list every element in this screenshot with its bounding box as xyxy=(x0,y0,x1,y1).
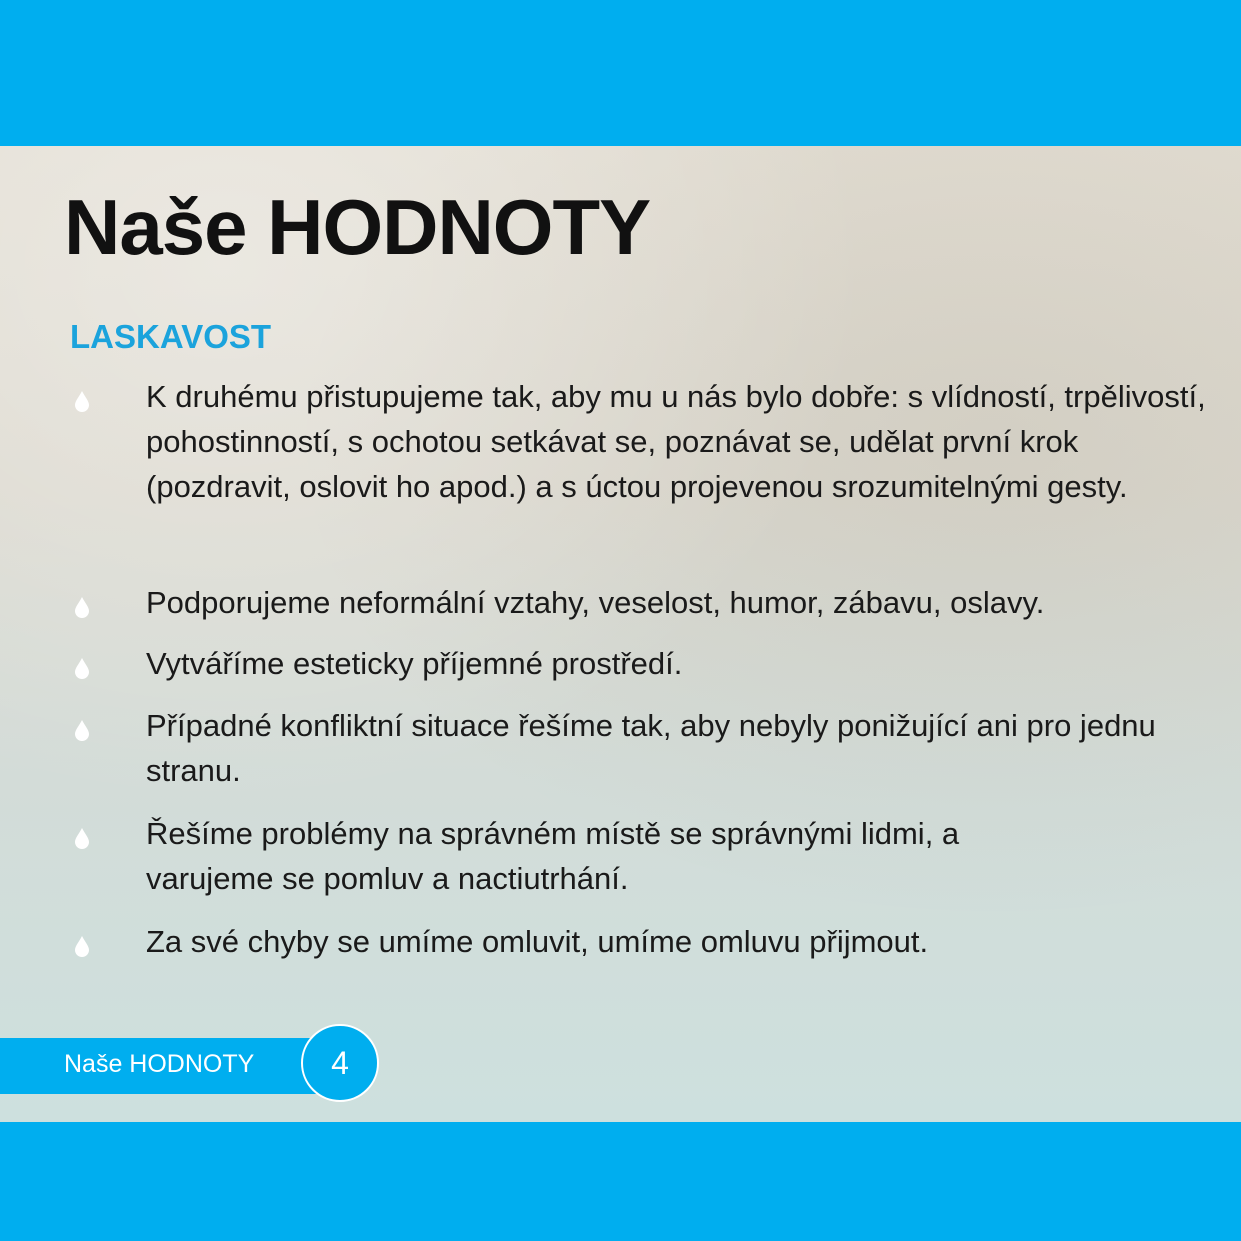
top-blue-band xyxy=(0,0,1241,146)
page-number: 4 xyxy=(331,1045,349,1081)
water-drop-icon xyxy=(73,657,91,679)
section-heading: LASKAVOST xyxy=(70,318,272,355)
list-item-text: K druhému přistupujeme tak, aby mu u nás bylo dobře: s vlídností, trpělivostí, pohostinností, s ochotou setkávat se, poznávat se, udělat první krok (pozdravit, oslovit ho apod.) a s úctou projevenou srozumitelnými gesty. xyxy=(146,379,1206,504)
page-content xyxy=(0,146,1241,1122)
list-item-text: Vytváříme esteticky příjemné prostředí. xyxy=(146,646,683,681)
footer-title: Naše HODNOTY xyxy=(64,1050,255,1078)
water-drop-icon xyxy=(73,596,91,618)
list-item-text: Případné konfliktní situace řešíme tak, aby nebyly ponižující ani pro jednu stranu. xyxy=(146,708,1156,788)
list-item-text: Za své chyby se umíme omluvit, umíme omluvu přijmout. xyxy=(146,924,929,959)
water-drop-icon xyxy=(73,390,91,412)
list-item-text: Řešíme problémy na správném místě se správnými lidmi, a varujeme se pomluv a nactiutrhání. xyxy=(146,816,960,896)
list-item-text: Podporujeme neformální vztahy, veselost, humor, zábavu, oslavy. xyxy=(146,585,1045,620)
water-drop-icon xyxy=(73,935,91,957)
page-title: Naše HODNOTY xyxy=(64,183,651,271)
water-drop-icon xyxy=(73,827,91,849)
bottom-blue-band xyxy=(0,1122,1241,1241)
water-drop-icon xyxy=(73,719,91,741)
